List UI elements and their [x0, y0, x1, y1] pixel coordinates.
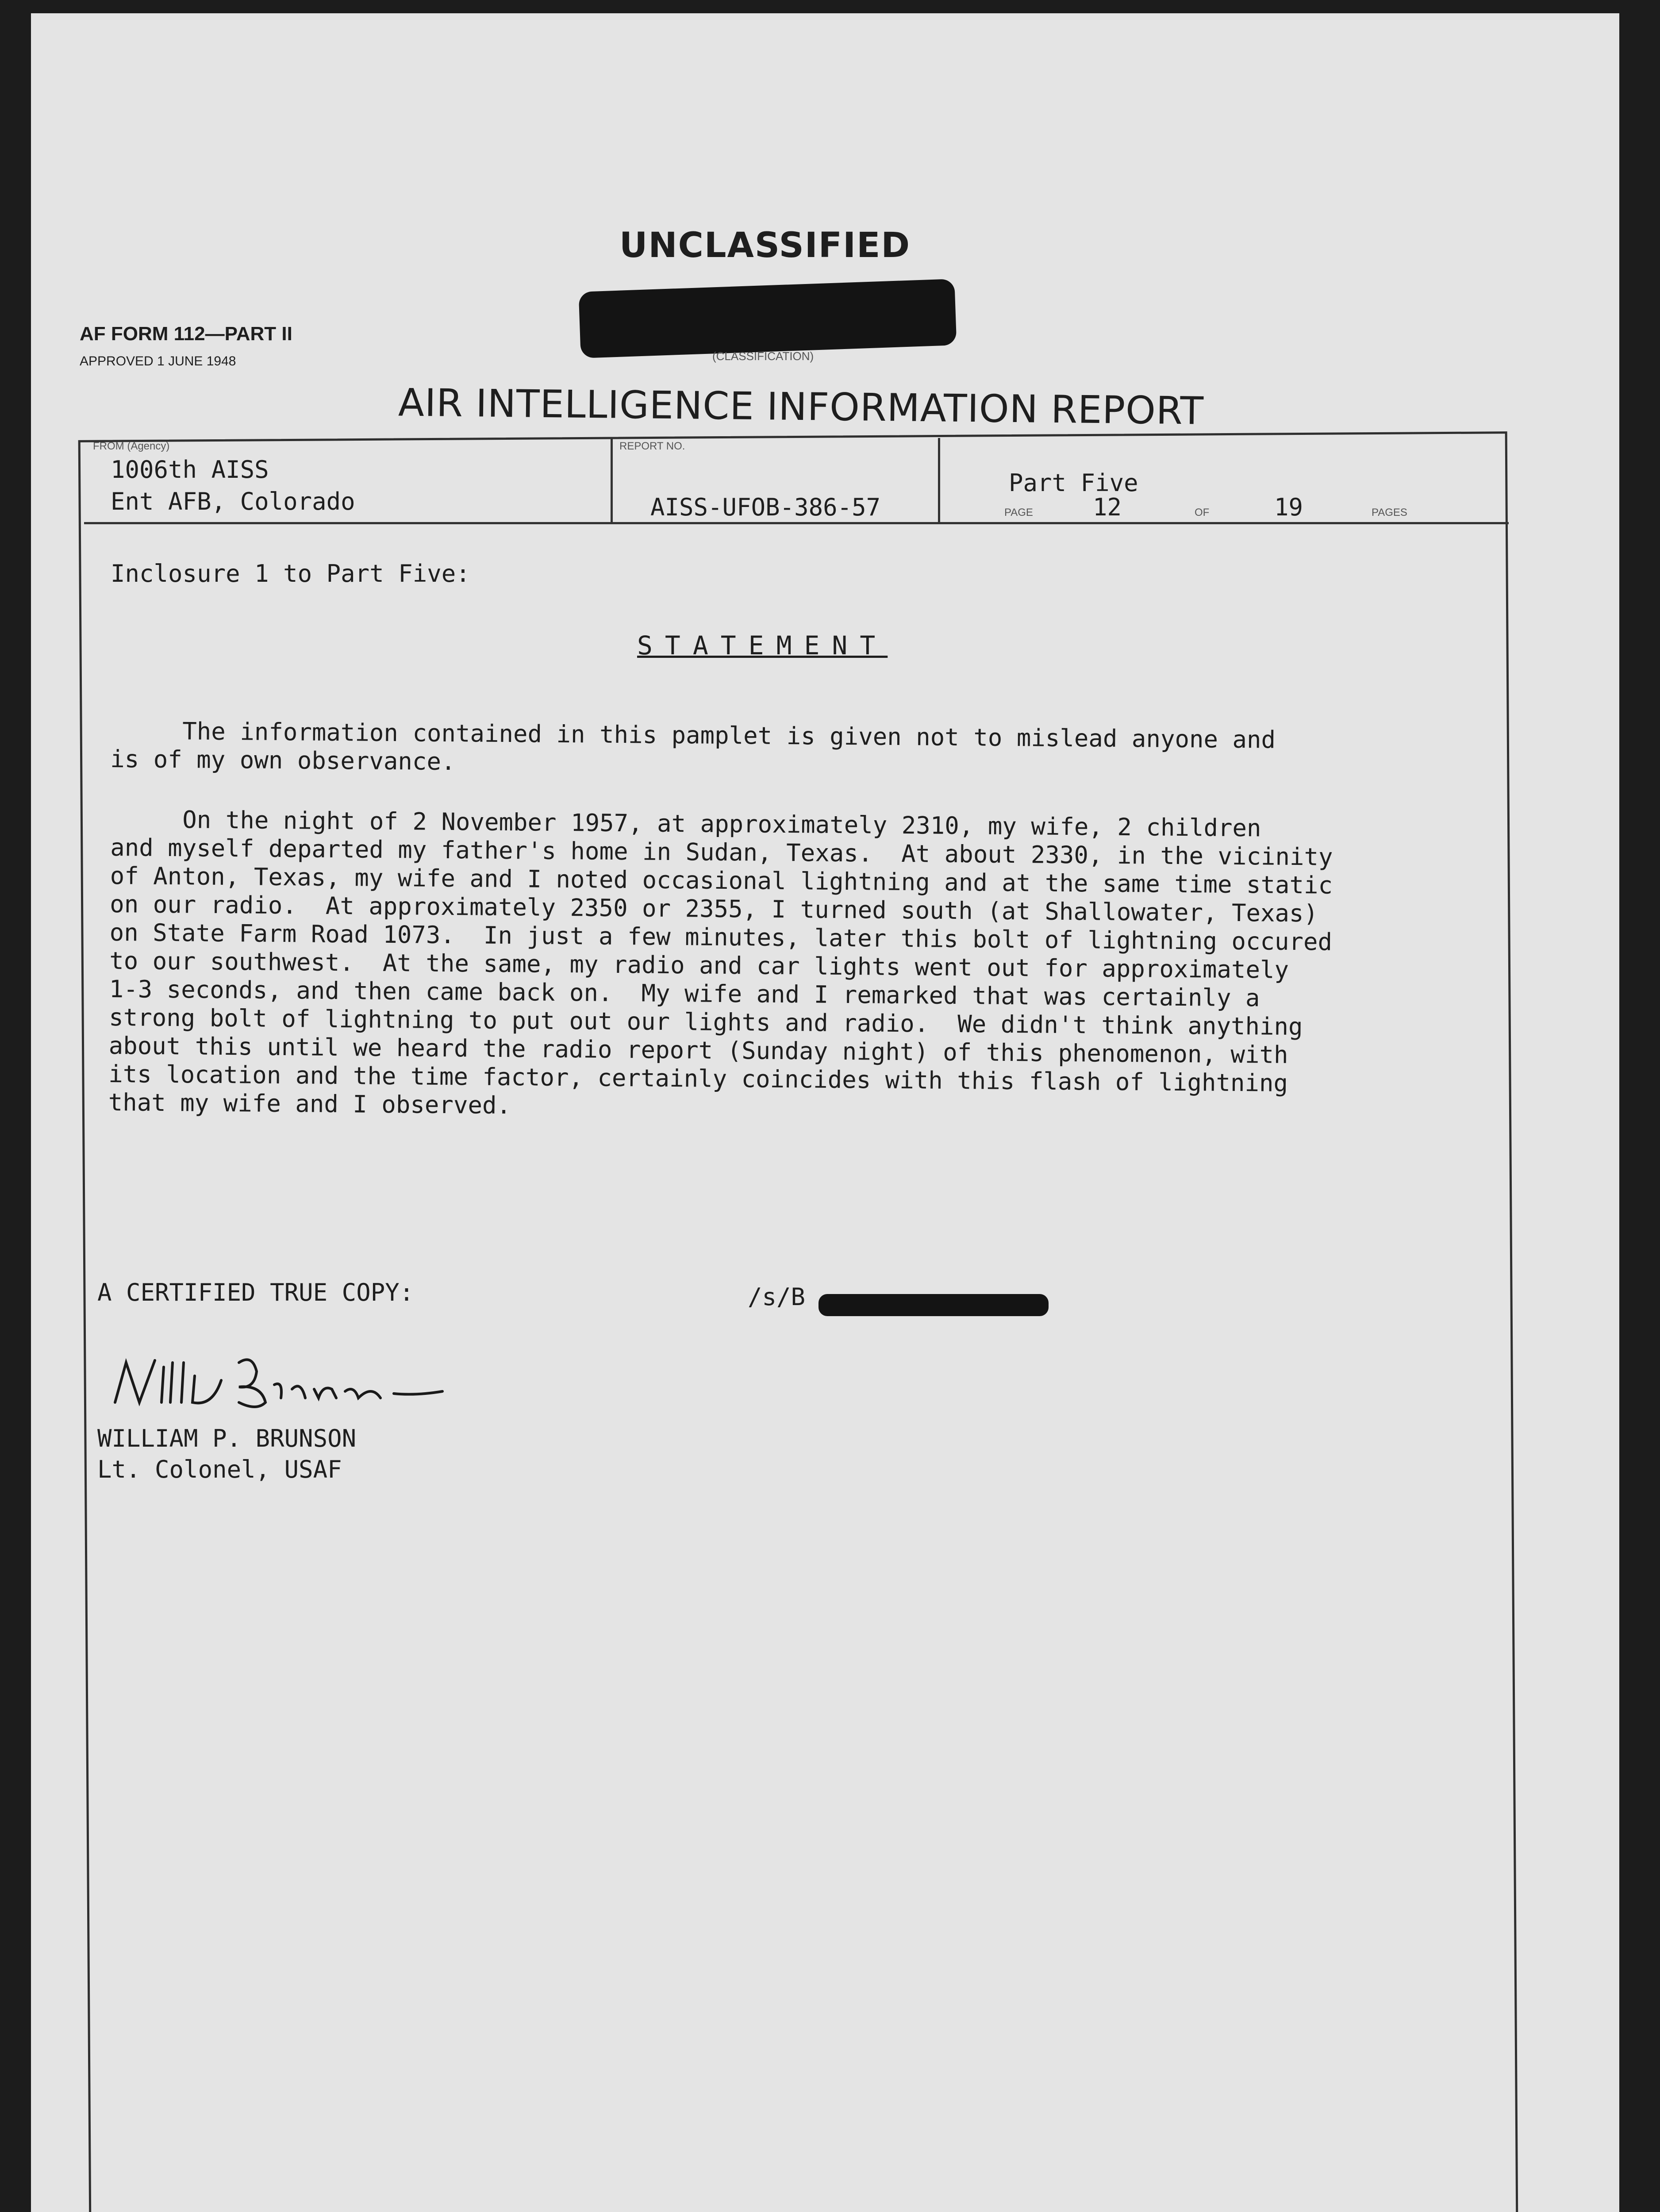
form-name: AF FORM 112—PART II [80, 323, 292, 345]
paragraph-2-line: to our southwest. At the same, my radio and car lights went out for approximately [109, 946, 1289, 984]
redaction-top [579, 279, 957, 358]
report-no-label: REPORT NO. [619, 440, 685, 452]
signature-name: WILLIAM P. BRUNSON [97, 1425, 357, 1452]
of-label: OF [1195, 507, 1210, 518]
certified-line: A CERTIFIED TRUE COPY: [97, 1279, 414, 1306]
header-divider [84, 522, 1509, 524]
page-label: PAGE [1004, 507, 1033, 518]
report-number: AISS-UFOB-386-57 [650, 493, 881, 521]
paragraph-2-line: and myself departed my father's home in Sudan, Texas. At about 2330, in the vicinity [110, 833, 1333, 871]
from-line-2: Ent AFB, Colorado [111, 488, 355, 515]
classification-top: UNCLASSIFIED [619, 226, 911, 265]
paragraph-1-line: is of my own observance. [110, 745, 456, 776]
paragraph-1 [110, 717, 1482, 784]
paragraph-2-line: that my wife and I observed. [108, 1088, 511, 1120]
paragraph-2-line: on State Farm Road 1073. In just a few minutes, later this bolt of lightning occured [109, 918, 1333, 956]
from-label: FROM (Agency) [93, 440, 170, 452]
pages-label: PAGES [1372, 507, 1407, 518]
statement-heading: STATEMENT [637, 630, 888, 661]
signature-rank: Lt. Colonel, USAF [97, 1455, 342, 1483]
paragraph-2 [108, 805, 1504, 1128]
form-approved: APPROVED 1 JUNE 1948 [80, 354, 236, 369]
redaction-signature [818, 1294, 1049, 1316]
form-border [78, 431, 1519, 2212]
header-vline-2 [938, 438, 940, 524]
header-vline-1 [611, 438, 613, 524]
paragraph-2-line: its location and the time factor, certainly coincides with this flash of lightning [108, 1060, 1288, 1097]
handwritten-signature [106, 1336, 504, 1438]
from-line-1: 1006th AISS [111, 456, 269, 484]
page-number: 12 [1093, 493, 1122, 521]
inclosure-line: Inclosure 1 to Part Five: [111, 560, 470, 588]
report-title: AIR INTELLIGENCE INFORMATION REPORT [398, 380, 1204, 434]
paragraph-2-line: 1-3 seconds, and then came back on. My wife and I remarked that was certainly a [109, 975, 1260, 1012]
paragraph-2-line: strong bolt of lightning to put out our lights and radio. We didn't think anything [108, 1003, 1303, 1041]
document-page [31, 13, 1619, 2212]
paragraph-1-line: The information contained in this pamplet is given not to mislead anyone and [110, 717, 1276, 754]
part-label: Part Five [1009, 469, 1138, 497]
classification-caption: (CLASSIFICATION) [712, 349, 814, 363]
paragraph-2-line: about this until we heard the radio report (Sunday night) of this phenomenon, with [108, 1031, 1288, 1069]
total-pages: 19 [1274, 493, 1303, 521]
paragraph-2-line: On the night of 2 November 1957, at approximately 2310, my wife, 2 children [110, 805, 1261, 842]
paragraph-2-line: of Anton, Texas, my wife and I noted occasional lightning and at the same time static [110, 861, 1333, 899]
signed-line: /s/B [748, 1283, 806, 1311]
paragraph-2-line: on our radio. At approximately 2350 or 2355, I turned south (at Shallowater, Texas) [109, 890, 1318, 928]
